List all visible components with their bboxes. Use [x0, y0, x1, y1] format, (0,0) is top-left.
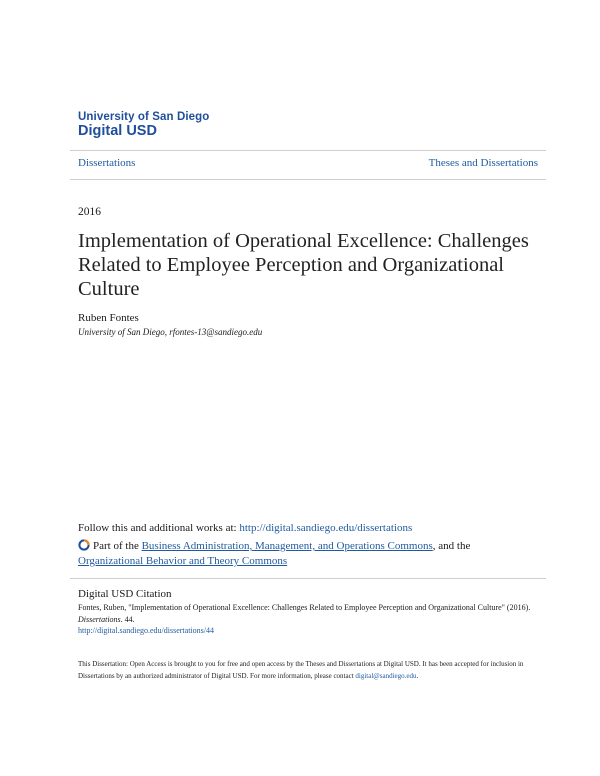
- citation-body: [78, 602, 538, 637]
- header-divider: [70, 150, 546, 151]
- citation-divider: [70, 578, 546, 579]
- follow-url-link[interactable]: http://digital.sandiego.edu/dissertations: [239, 522, 413, 534]
- contact-email-link[interactable]: digital@sandiego.edu: [355, 671, 417, 680]
- author-affiliation: University of San Diego, rfontes-13@sandiego.edu: [78, 327, 263, 337]
- access-notice: [78, 659, 538, 682]
- commons-link-org-behavior[interactable]: Organizational Behavior and Theory Commons: [78, 555, 288, 567]
- part-of-middle: , and the: [432, 540, 471, 552]
- part-of-line: [78, 539, 538, 569]
- collections-divider: [70, 179, 546, 180]
- document-title: Implementation of Operational Excellence: Challenges Related to Employee Perception and Organizational Culture: [78, 230, 529, 300]
- university-name: University of San Diego: [78, 111, 210, 123]
- follow-line: [78, 522, 412, 534]
- citation-number: . 44.: [120, 614, 135, 624]
- collection-link-theses[interactable]: Theses and Dissertations: [428, 157, 538, 169]
- repository-name: Digital USD: [78, 123, 157, 139]
- access-notice-text: This Dissertation: Open Access is brought to you for free and open access by the Theses and Dissertations at Digital USD. It has been accepted for inclusion in Dissertations by an authorized administrator of Digital USD. For more information, please contact: [78, 660, 524, 680]
- citation-series: Dissertations: [78, 614, 121, 624]
- open-access-icon: [78, 539, 90, 551]
- collection-link-dissertations[interactable]: Dissertations: [78, 157, 136, 169]
- citation-url-link[interactable]: http://digital.sandiego.edu/dissertations/44: [78, 626, 214, 635]
- follow-prefix: Follow this and additional works at:: [78, 522, 240, 534]
- citation-text: Fontes, Ruben, "Implementation of Operational Excellence: Challenges Related to Employee Perception and Organizational Culture" (2016).: [78, 603, 531, 612]
- publication-year: 2016: [78, 206, 101, 218]
- author-name: Ruben Fontes: [78, 312, 139, 324]
- institution-header: [78, 111, 209, 139]
- part-of-prefix: Part of the: [93, 540, 142, 552]
- citation-heading: Digital USD Citation: [78, 588, 172, 600]
- commons-link-business[interactable]: Business Administration, Management, and Operations Commons: [141, 540, 433, 552]
- access-notice-end: .: [416, 671, 419, 680]
